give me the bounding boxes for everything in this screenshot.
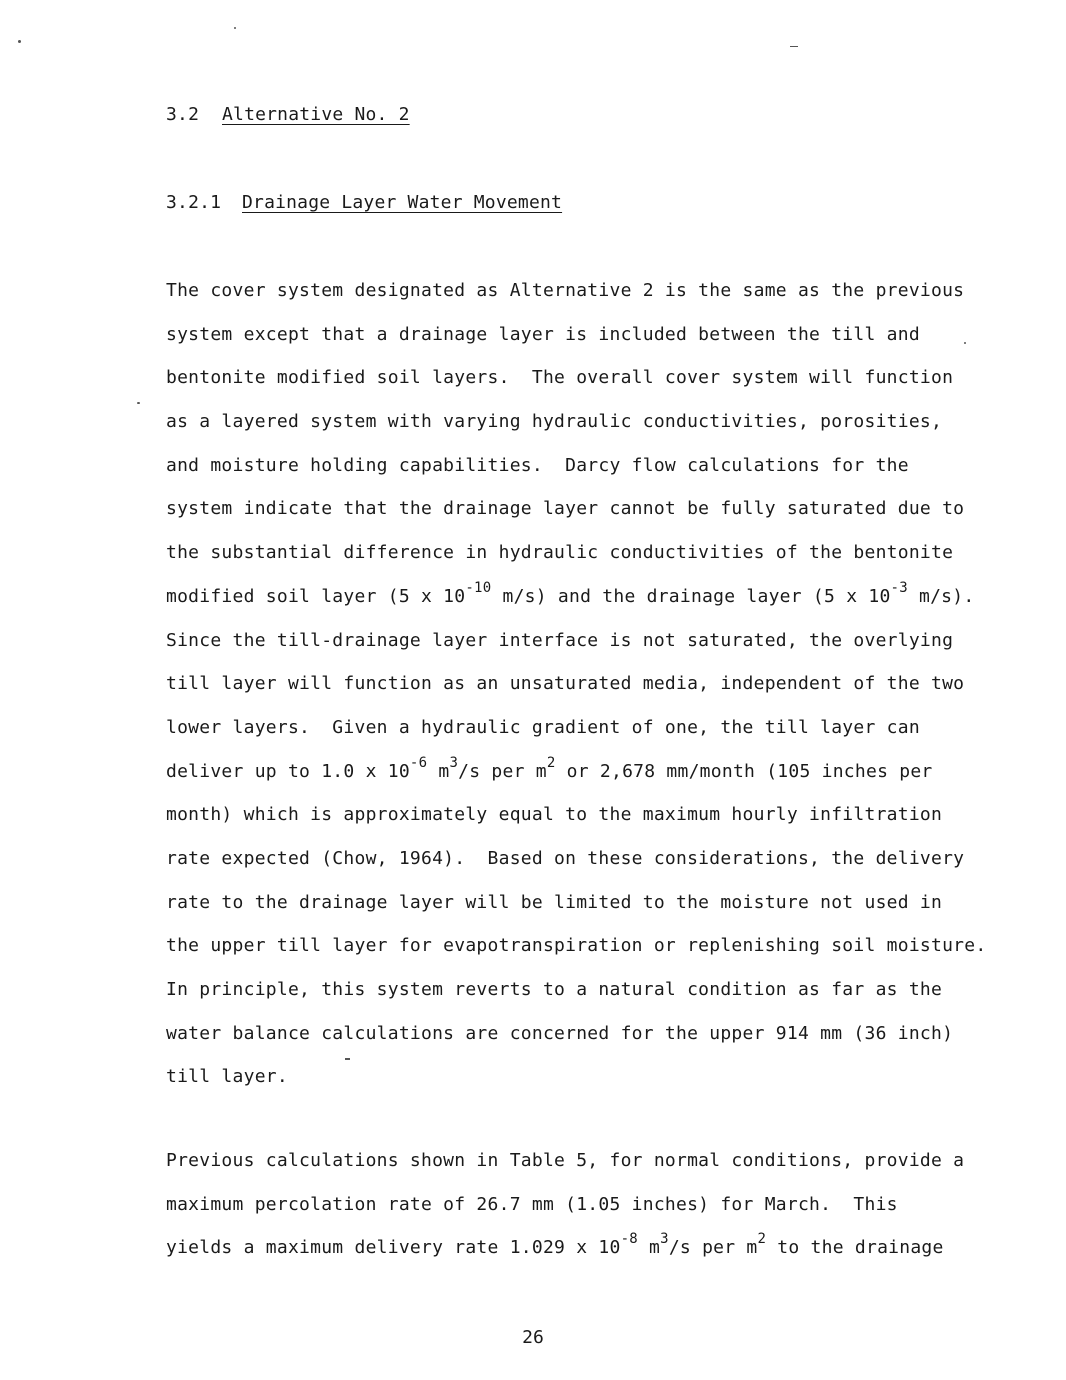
text-run: the substantial difference in hydraulic conductivities of the bentonite	[166, 542, 954, 564]
text-run: month) which is approximately equal to the maximum hourly infiltration	[166, 804, 943, 826]
text-run: yields a maximum delivery rate 1.029 x 10	[166, 1237, 621, 1259]
text-run: m	[427, 760, 450, 782]
scan-speck	[18, 40, 21, 43]
text-run: bentonite modified soil layers. The overall cover system will function	[166, 367, 954, 389]
text-line	[166, 619, 996, 663]
text-run: as a layered system with varying hydraulic conductivities, porosities,	[166, 411, 943, 433]
text-run: rate to the drainage layer will be limited to the moisture not used in	[166, 891, 943, 913]
text-run: m/s).	[907, 585, 975, 607]
text-line	[166, 531, 996, 575]
text-run: rate expected (Chow, 1964). Based on these considerations, the delivery	[166, 847, 965, 869]
page-number: 26	[522, 1327, 544, 1348]
text-run: maximum percolation rate of 26.7 mm (1.05 inches) for March. This	[166, 1193, 898, 1215]
superscript: -6	[409, 754, 428, 771]
text-line	[166, 837, 996, 881]
superscript: 2	[757, 1231, 767, 1248]
superscript: -3	[890, 579, 908, 596]
scan-speck	[964, 342, 966, 344]
text-line	[166, 313, 996, 357]
text-run: the upper till layer for evapotranspiration or replenishing soil moisture.	[166, 935, 987, 957]
text-line	[166, 444, 996, 488]
superscript: 3	[449, 754, 459, 771]
superscript: -8	[620, 1231, 638, 1248]
section-number: 3.2	[166, 104, 200, 125]
text-run: or 2,678 mm/month (105 inches per	[555, 760, 933, 782]
subsection-number: 3.2.1	[166, 192, 222, 213]
scan-speck	[137, 402, 140, 404]
text-run: m	[637, 1237, 661, 1259]
text-line	[166, 1183, 996, 1227]
text-run: Previous calculations shown in Table 5, for normal conditions, provide a	[166, 1150, 965, 1171]
text-line	[166, 400, 996, 444]
text-line	[166, 924, 996, 968]
superscript: -10	[465, 579, 492, 596]
text-run: modified soil layer (5 x 10	[166, 585, 466, 607]
text-run: and moisture holding capabilities. Darcy flow calculations for the	[166, 454, 909, 476]
text-line	[166, 356, 996, 400]
text-run: system except that a drainage layer is included between the till and	[166, 323, 920, 345]
text-run: The cover system designated as Alternative 2 is the same as the previous	[166, 280, 965, 301]
text-line	[166, 487, 996, 531]
text-run: Since the till-drainage layer interface is not saturated, the overlying	[166, 629, 954, 651]
text-run: /s per m	[458, 760, 547, 782]
text-run: till layer will function as an unsaturated media, independent of the two	[166, 673, 965, 695]
text-run: to the drainage	[766, 1237, 944, 1259]
text-line	[166, 662, 996, 706]
text-run: /s per m	[668, 1237, 758, 1259]
paragraph-drainage-movement	[166, 269, 996, 1099]
text-run: till layer.	[166, 1066, 288, 1088]
superscript: 2	[546, 754, 556, 771]
text-line	[166, 706, 996, 750]
text-line	[166, 269, 996, 313]
text-line	[166, 1139, 996, 1183]
scan-speck	[345, 1058, 350, 1060]
text-run: lower layers. Given a hydraulic gradient of one, the till layer can	[166, 716, 920, 738]
superscript: 3	[660, 1231, 669, 1248]
subsection-heading	[166, 191, 562, 215]
text-run: m/s) and the drainage layer (5 x 10	[491, 585, 891, 607]
text-run: water balance calculations are concerned for the upper 914 mm (36 inch)	[166, 1022, 954, 1044]
text-line	[166, 1012, 996, 1056]
scan-speck	[234, 27, 236, 29]
text-line	[166, 881, 996, 925]
text-run: system indicate that the drainage layer cannot be fully saturated due to	[166, 498, 965, 520]
text-run: In principle, this system reverts to a natural condition as far as the	[166, 979, 943, 1000]
text-line	[166, 1226, 996, 1270]
text-line	[166, 575, 996, 619]
section-heading	[166, 103, 410, 127]
text-line	[166, 793, 996, 837]
paragraph-previous-calculations	[166, 1139, 996, 1270]
section-title: Alternative No. 2	[222, 104, 410, 125]
subsection-title: Drainage Layer Water Movement	[242, 192, 563, 213]
text-run: deliver up to 1.0 x 10	[166, 760, 410, 782]
scan-speck	[790, 46, 798, 47]
text-line	[166, 1055, 996, 1099]
text-line	[166, 968, 996, 1012]
text-line	[166, 750, 996, 794]
